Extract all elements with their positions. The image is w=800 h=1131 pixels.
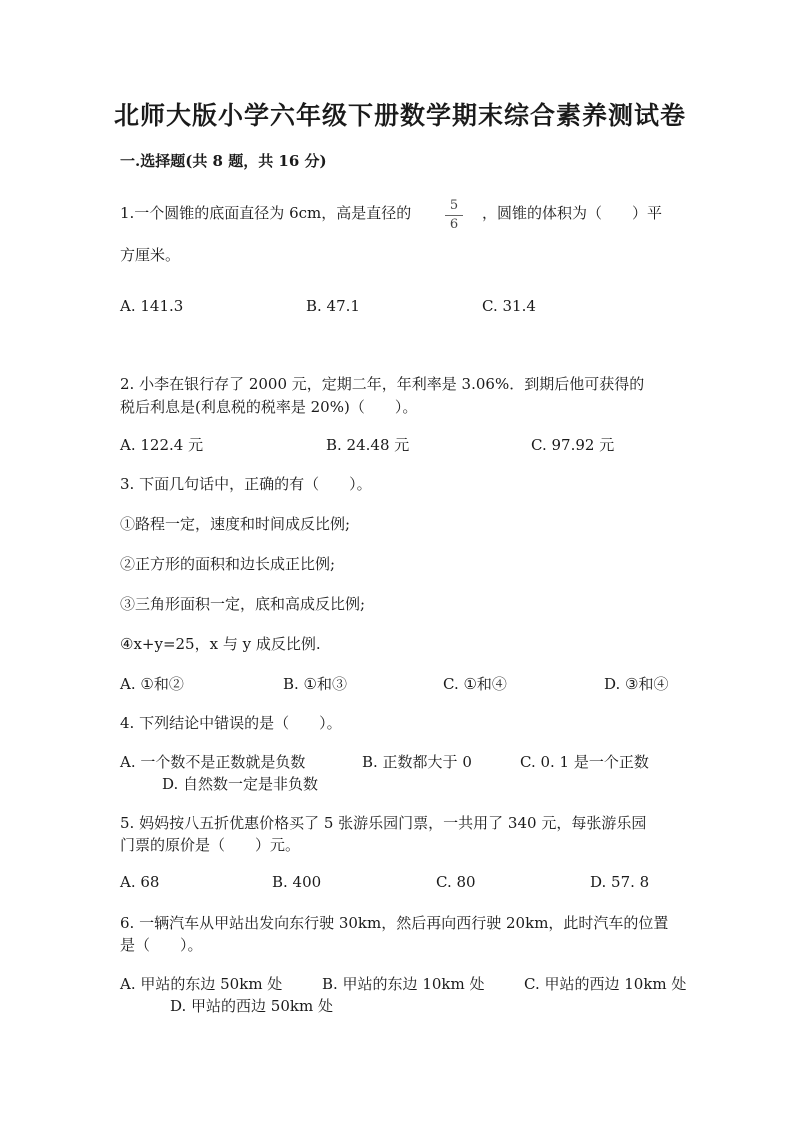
q1-fraction xyxy=(445,198,463,233)
q3-option-b[interactable]: B. ①和③ xyxy=(283,675,348,693)
q1-option-a[interactable]: A. 141.3 xyxy=(120,297,184,315)
q5-option-d[interactable]: D. 57. 8 xyxy=(590,873,650,891)
fraction-bar xyxy=(445,215,463,216)
q3-option-c[interactable]: C. ①和④ xyxy=(443,675,507,693)
q3-statement-4: ④x+y=25，x 与 y 成反比例. xyxy=(120,635,321,653)
page-title: 北师大版小学六年级下册数学期末综合素养测试卷 xyxy=(113,101,686,130)
q3-statement-2: ②正方形的面积和边长成正比例; xyxy=(120,555,336,573)
q2-stem-line2: 税后利息是(利息税的税率是 20%)（ ）。 xyxy=(120,398,418,416)
q6-option-b[interactable]: B. 甲站的东边 10km 处 xyxy=(322,975,485,993)
q6-option-a[interactable]: A. 甲站的东边 50km 处 xyxy=(120,975,283,993)
q5-option-c[interactable]: C. 80 xyxy=(436,873,476,891)
q4-option-a[interactable]: A. 一个数不是正数就是负数 xyxy=(120,753,306,771)
q1-stem-line2: 方厘米。 xyxy=(120,246,181,264)
q5-option-a[interactable]: A. 68 xyxy=(120,873,160,891)
q3-statement-3: ③三角形面积一定，底和高成反比例; xyxy=(120,595,366,613)
q4-option-b[interactable]: B. 正数都大于 0 xyxy=(362,753,472,771)
q2-option-b[interactable]: B. 24.48 元 xyxy=(326,436,410,454)
q3-statement-1: ①路程一定，速度和时间成反比例; xyxy=(120,515,351,533)
q6-stem-line2: 是（ ）。 xyxy=(120,936,203,954)
q5-stem-line2: 门票的原价是（ ）元。 xyxy=(120,836,301,854)
q4-option-d[interactable]: D. 自然数一定是非负数 xyxy=(162,775,319,793)
q4-option-c[interactable]: C. 0. 1 是一个正数 xyxy=(520,753,649,771)
q3-option-a[interactable]: A. ①和② xyxy=(120,675,184,693)
q2-stem: 2. 小李在银行存了 2000 元，定期二年，年利率是 3.06%．到期后他可获得的 xyxy=(120,375,645,393)
q6-option-d[interactable]: D. 甲站的西边 50km 处 xyxy=(170,997,333,1015)
q4-stem: 4. 下列结论中错误的是（ ）。 xyxy=(120,714,342,732)
q6-stem: 6. 一辆汽车从甲站出发向东行驶 30km，然后再向西行驶 20km，此时汽车的位置 xyxy=(120,914,669,932)
q5-option-b[interactable]: B. 400 xyxy=(272,873,322,891)
q1-stem-cont: ，圆锥的体积为（ ）平 xyxy=(482,204,663,222)
q5-stem: 5. 妈妈按八五折优惠价格买了 5 张游乐园门票，一共用了 340 元，每张游乐园 xyxy=(120,814,647,832)
q1-fraction-denominator: 6 xyxy=(449,217,459,232)
q1-option-b[interactable]: B. 47.1 xyxy=(306,297,360,315)
q3-option-d[interactable]: D. ③和④ xyxy=(604,675,669,693)
q1-stem: 1.一个圆锥的底面直径为 6cm，高是直径的 xyxy=(120,204,412,222)
q2-option-a[interactable]: A. 122.4 元 xyxy=(120,436,204,454)
section-heading: 一.选择题(共 8 题，共 16 分) xyxy=(120,152,327,170)
q3-stem: 3. 下面几句话中，正确的有（ ）。 xyxy=(120,475,372,493)
q6-option-c[interactable]: C. 甲站的西边 10km 处 xyxy=(524,975,687,993)
q1-fraction-numerator: 5 xyxy=(449,198,459,213)
q1-option-c[interactable]: C. 31.4 xyxy=(482,297,536,315)
q2-option-c[interactable]: C. 97.92 元 xyxy=(531,436,615,454)
